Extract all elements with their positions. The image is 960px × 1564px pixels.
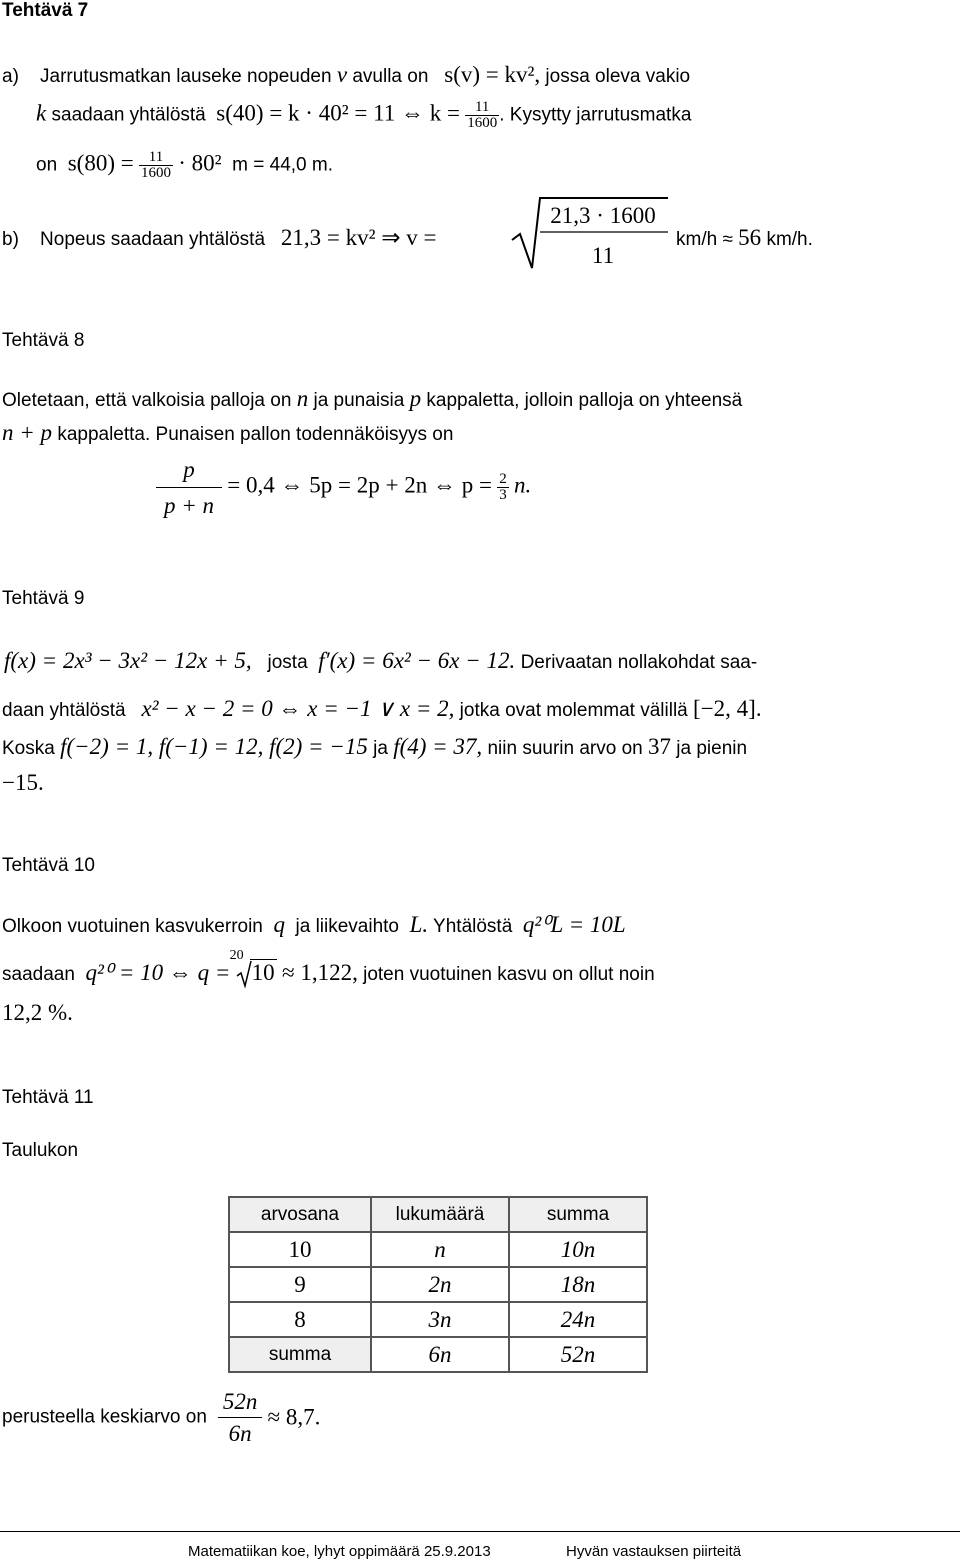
math-formula: q²⁰L = 10L — [522, 912, 626, 937]
math: 37 — [648, 734, 672, 759]
math: 12,2 %. — [2, 1000, 73, 1025]
t11-intro: Taulukon — [2, 1140, 79, 1161]
t10-line1 — [2, 912, 626, 938]
math-formula: f(−2) = 1, f(−1) = 12, f(2) = −15 — [60, 734, 368, 759]
t9-line1 — [4, 648, 757, 674]
text: perusteella keskiarvo on — [2, 1406, 207, 1428]
heading-tehtava-9: Tehtävä 9 — [2, 588, 85, 609]
t7-b-label: b) — [2, 229, 19, 250]
table-header-row — [229, 1197, 647, 1232]
math: q — [273, 912, 285, 937]
math-formula: f(x) = 2x³ − 3x² − 12x + 5, — [4, 648, 252, 673]
math-formula: ≈ 1,122, — [281, 960, 358, 985]
table-cell: 8 — [229, 1302, 371, 1337]
table-cell: 10n — [509, 1232, 647, 1267]
table-row — [229, 1302, 647, 1337]
text: Derivaatan nollakohdat saa- — [520, 652, 758, 673]
footer-rule — [0, 1531, 960, 1532]
text: km/h. — [766, 229, 813, 250]
math-formula: f′(x) = 6x² − 6x − 12. — [318, 648, 516, 673]
fraction: $\frac{52n}{6n}$ — [218, 1390, 262, 1445]
t10-line2 — [2, 948, 655, 986]
text: niin suurin arvo on — [487, 738, 643, 759]
table-cell: 2n — [371, 1267, 509, 1302]
math-formula: q²⁰ = 10 ⇔ q = — [85, 960, 231, 985]
t8-line2 — [2, 420, 453, 446]
text: Yhtälöstä — [433, 916, 513, 937]
text: daan yhtälöstä — [2, 700, 126, 721]
heading-tehtava-8: Tehtävä 8 — [2, 330, 85, 351]
text: kappaletta. Punaisen pallon todennäköisyys on — [57, 424, 454, 445]
t7-a-line3 — [36, 150, 333, 181]
text: joten vuotuinen kasvu on ollut noin — [363, 964, 655, 985]
sqrt-numerator: 21,3 · 1600 — [550, 203, 656, 228]
t7-a-label: a) — [2, 66, 19, 87]
fraction: $\frac{11}{1600}$ — [467, 99, 498, 131]
text: km/h ≈ — [676, 229, 733, 250]
text: . Kysytty jarrutusmatka — [499, 104, 692, 126]
t11-result — [2, 1390, 320, 1445]
table-row — [229, 1232, 647, 1267]
t10-line3 — [2, 1000, 73, 1026]
root-sign — [236, 960, 252, 988]
heading-tehtava-7: Tehtävä 7 — [2, 0, 89, 21]
text: saadaan yhtälöstä — [51, 104, 206, 126]
heading-tehtava-10: Tehtävä 10 — [2, 855, 95, 876]
t9-line2 — [2, 696, 762, 722]
fraction: $\frac{2}{3}$ — [499, 471, 507, 503]
table-cell: 10 — [229, 1232, 371, 1267]
fraction: $\frac{p}{p + n}$ — [156, 458, 222, 517]
nth-root — [229, 948, 277, 986]
table-cell: 3n — [371, 1302, 509, 1337]
t7-b-line — [2, 225, 436, 251]
text: ja — [373, 738, 388, 759]
text: ja liikevaihto — [295, 916, 399, 937]
table-header-cell: summa — [509, 1197, 647, 1232]
footer-left: Matematiikan koe, lyhyt oppimäärä 25.9.2013 — [188, 1543, 491, 1560]
table-row — [229, 1267, 647, 1302]
text: saadaan — [2, 964, 75, 985]
t8-equation — [156, 458, 531, 517]
math-formula: s(80) = — [67, 150, 134, 176]
table-cell: summa — [229, 1337, 371, 1372]
math: p — [409, 386, 422, 411]
text: Nopeus saadaan yhtälöstä — [40, 229, 266, 250]
text: jossa oleva vakio — [545, 66, 691, 87]
math: 56 — [738, 225, 762, 250]
text: josta — [267, 652, 308, 673]
table-header-cell: arvosana — [229, 1197, 371, 1232]
math-formula: 21,3 = kv² ⇒ v = — [280, 225, 437, 250]
heading-tehtava-11: Tehtävä 11 — [2, 1087, 94, 1108]
grades-table — [228, 1196, 648, 1373]
table-cell: 24n — [509, 1302, 647, 1337]
math-formula: n + p — [2, 420, 53, 445]
sqrt-denominator: 11 — [591, 243, 615, 268]
math-formula: x² − x − 2 = 0 ⇔ x = −1 ∨ x = 2, — [141, 696, 455, 721]
math-formula: · 80² — [178, 150, 222, 176]
table-cell: 9 — [229, 1267, 371, 1302]
math: n — [296, 386, 309, 411]
text: jotka ovat molemmat välillä — [459, 700, 688, 721]
text: Oletetaan, että valkoisia palloja on — [2, 390, 292, 411]
table-cell: n — [371, 1232, 509, 1267]
text: m = 44,0 m. — [232, 154, 333, 176]
text: on — [36, 154, 58, 176]
t9-line3 — [2, 734, 747, 760]
t8-line1 — [2, 386, 742, 412]
math: n. — [513, 472, 532, 498]
table-cell: 6n — [371, 1337, 509, 1372]
text: ja punaisia — [313, 390, 405, 411]
math: L. — [409, 912, 429, 937]
math: v — [336, 62, 348, 87]
text: avulla on — [352, 66, 429, 87]
math-formula: s(40) = k · 40² = 11 ⇔ k = — [216, 100, 460, 126]
text: Koska — [2, 738, 55, 759]
text: Jarrutusmatkan lauseke nopeuden — [40, 66, 332, 87]
math: [−2, 4]. — [693, 696, 762, 721]
table-cell: 52n — [509, 1337, 647, 1372]
t7-b-result — [676, 225, 813, 251]
text: ja pienin — [676, 738, 748, 759]
table-cell: 18n — [509, 1267, 647, 1302]
t7-a-line2 — [36, 100, 691, 131]
text: kappaletta, jolloin palloja on yhteensä — [426, 390, 743, 411]
root-value: 10 — [251, 960, 275, 985]
table-header-cell: lukumäärä — [371, 1197, 509, 1232]
math-formula: s(v) = kv², — [444, 62, 541, 87]
math: ≈ 8,7. — [267, 1404, 321, 1430]
math-formula: f(4) = 37, — [393, 734, 483, 759]
table-row — [229, 1337, 647, 1372]
t9-line4: −15. — [2, 770, 44, 795]
footer-right: Hyvän vastauksen piirteitä — [566, 1543, 742, 1560]
root-index: 20 — [229, 948, 244, 963]
fraction: $\frac{11}{1600}$ — [140, 149, 171, 181]
text: Olkoon vuotuinen kasvukerroin — [2, 916, 263, 937]
math: k — [36, 100, 47, 126]
math-formula: = 0,4 ⇔ 5p = 2p + 2n ⇔ p = — [227, 472, 492, 498]
t7-a-line1 — [2, 62, 690, 88]
